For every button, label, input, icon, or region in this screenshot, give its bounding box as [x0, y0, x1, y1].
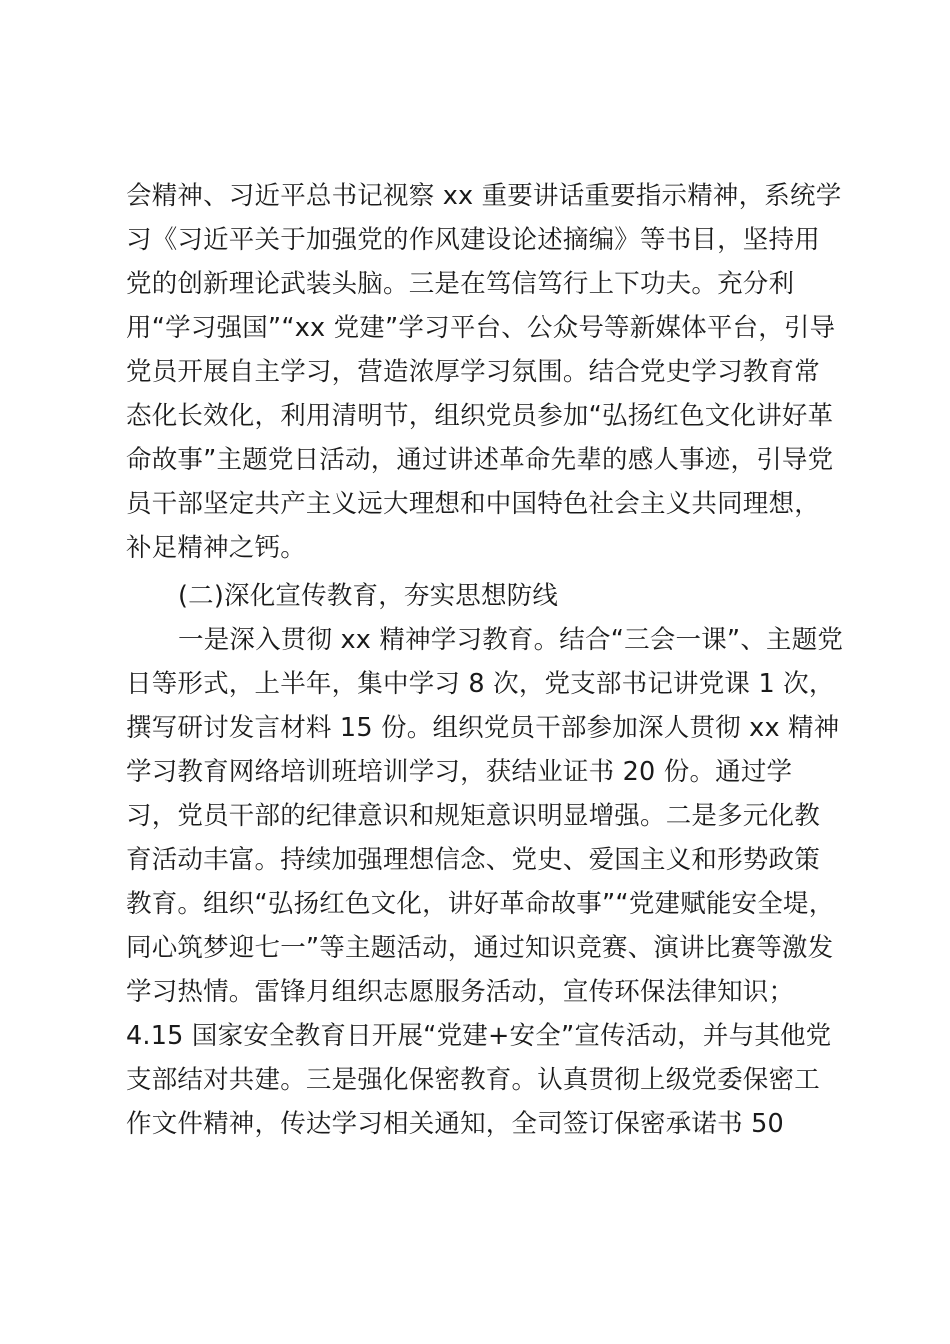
- paragraph-line: 学习热情。雷锋月组织志愿服务活动，宣传环保法律知识；: [126, 977, 795, 1007]
- paragraph-line: 作文件精神，传达学习相关通知，全司签订保密承诺书 50: [126, 1109, 784, 1139]
- paragraph-line: 习《习近平关于加强党的作风建设论述摘编》等书目，坚持用: [126, 225, 820, 255]
- paragraph-line: 态化长效化，利用清明节，组织党员参加“弘扬红色文化讲好革: [126, 401, 834, 431]
- paragraph-line: 会精神、习近平总书记视察 xx 重要讲话重要指示精神，系统学: [126, 181, 842, 211]
- paragraph-line: 撰写研讨发言材料 15 份。组织党员干部参加深人贯彻 xx 精神: [126, 713, 840, 743]
- paragraph-line: 党的创新理论武装头脑。三是在笃信笃行上下功夫。充分利: [126, 269, 795, 299]
- paragraph-line: 党员开展自主学习，营造浓厚学习氛围。结合党史学习教育常: [126, 357, 820, 387]
- paragraph-line: 4.15 国家安全教育日开展“党建+安全”宣传活动，并与其他党: [126, 1021, 832, 1051]
- section-heading: (二)深化宣传教育，夯实思想防线: [178, 581, 559, 611]
- paragraph-line: 同心筑梦迎七一”等主题活动，通过知识竞赛、演讲比赛等激发: [126, 933, 834, 963]
- paragraph-line: 育活动丰富。持续加强理想信念、党史、爱国主义和形势政策: [126, 845, 820, 875]
- paragraph-line: 用“学习强国”“xx 党建”学习平台、公众号等新媒体平台，引导: [126, 313, 836, 343]
- paragraph-line: 支部结对共建。三是强化保密教育。认真贯彻上级党委保密工: [126, 1065, 820, 1095]
- paragraph-line: 学习教育网络培训班培训学习，获结业证书 20 份。通过学: [126, 757, 793, 787]
- paragraph-line: 日等形式，上半年，集中学习 8 次，党支部书记讲党课 1 次，: [126, 669, 835, 699]
- paragraph-line: 一是深入贯彻 xx 精神学习教育。结合“三会一课”、主题党: [178, 625, 844, 655]
- paragraph-line: 员干部坚定共产主义远大理想和中国特色社会主义共同理想，: [126, 489, 820, 519]
- paragraph-line: 命故事”主题党日活动，通过讲述革命先辈的感人事迹，引导党: [126, 445, 834, 475]
- paragraph-line: 习，党员干部的纪律意识和规矩意识明显增强。二是多元化教: [126, 801, 820, 831]
- paragraph-line: 教育。组织“弘扬红色文化，讲好革命故事”“党建赋能安全堤，: [126, 889, 835, 919]
- paragraph-line: 补足精神之钙。: [126, 533, 306, 563]
